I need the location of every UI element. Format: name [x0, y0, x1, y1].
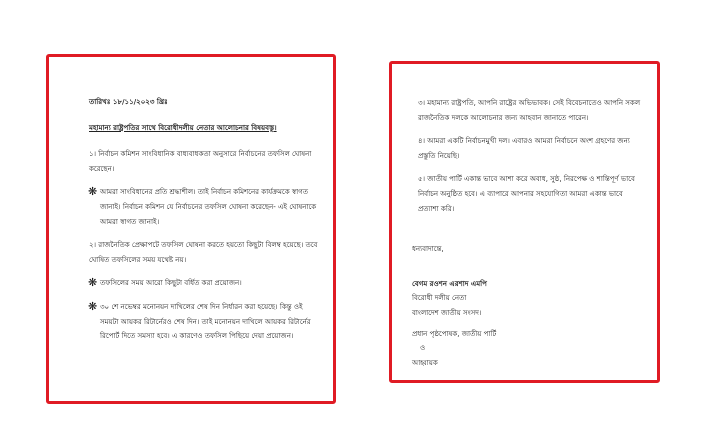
letter-date: তারিখঃ ১৮/১১/২০২৩ খ্রিঃ	[89, 98, 168, 106]
point-3: ৩। মহামান্য রাষ্ট্রপতি, আপনি রাষ্ট্রের অভিভাবক। সেই বিবেচনাতেও আপনি সকল রাজনৈতিক দলকে আলোচনার জন্য আহবান জানাতে পারেন।	[418, 99, 641, 122]
signer-title: বিরোধী দলীয় নেতা	[412, 294, 467, 303]
letter-body-right	[412, 96, 642, 370]
signer-role-block	[412, 327, 642, 371]
asterisk-bullet-icon: ❋	[88, 185, 98, 199]
asterisk-bullet-icon: ❋	[88, 299, 98, 313]
bullet-point	[89, 276, 319, 291]
signer-role: প্রধান পৃষ্ঠপোষক, জাতীয় পার্টি	[412, 329, 497, 338]
point-1	[89, 147, 319, 176]
asterisk-bullet-icon: ❋	[88, 276, 98, 290]
signer-conjunction: ও	[420, 344, 426, 353]
point-2	[89, 238, 319, 267]
bullet-text: ৩০ শে নভেম্বর মনোনয়ন দাখিলের শেষ দিন নির্ধারন করা হয়েছে। কিন্তু ওই সময়টা আয়কর রিটার্নেরও শেষ দিন। তাই মনোনয়ন দাখিলে আয়কর রিটার্নের রিপোর্ট দিতে সমস্যা হবে। এ কারণেও তফসিল পিছিয়ে দেয়া প্রয়োজন।	[100, 302, 311, 341]
signature-block	[412, 277, 642, 321]
letter-subject: মহামান্য রাষ্ট্রপতির সাথে বিরোধীদলীয় নেতার আলোচনার বিষয়বস্তু।	[89, 123, 277, 132]
bullet-text: আমরা সাংবিধানের প্রতি শ্রদ্ধাশীল। তাই নির্বাচন কমিশনের কার্যক্রমকে স্বাগত জানাই। নির্বাচন কমিশন যে নির্বাচনের তফসিল ঘোষনা করেছেন- এই ঘোষনাকে আমরা স্বাগত জানাই।	[100, 188, 317, 226]
bullet-point	[89, 300, 319, 344]
bullet-text: তফসিলের সময় আরো কিছুটা বর্ধিত করা প্রয়োজন।	[100, 279, 242, 288]
bullet-point	[89, 185, 319, 229]
signer-name: বেগম রওশন এরশাদ এমপি	[412, 279, 487, 288]
point-4: ৪। আমরা একটি নির্বাচনমুখী দল। এবারও আমরা নির্বাচনে অংশ গ্রহণের জন্য প্রস্তুতি নিয়েছি।	[418, 137, 630, 160]
letter-body-left	[89, 95, 319, 353]
closing-line: ধন্যবাদান্তে,	[412, 245, 444, 254]
document-page-left	[46, 54, 336, 404]
signer-role: আহ্বায়ক	[412, 358, 438, 367]
point-2-text: ২। রাজনৈতিক প্রেক্ষাপটে তফসিল ঘোষনা করতে হয়তো কিছুটা বিলম্ব হয়েছে। তবে ঘোষিত তফসিলের সময় যথেষ্ট নয়।	[89, 241, 318, 264]
signer-title: বাংলাদেশ জাতীয় সংসদ।	[412, 308, 482, 317]
document-page-right	[389, 61, 660, 383]
point-1-text: ১। নির্বাচন কমিশন সাংবিধানিক বাধ্যবাধকতা অনুসারে নির্বাচনের তফসিল ঘোষনা করেছেন।	[89, 150, 312, 173]
point-5: ৫। জাতীয় পার্টি একান্ত ভাবে আশা করে অবাধ, সুষ্ঠ, নিরপেক্ষ ও শান্তিপূর্ণ ভাবে নির্বাচন অনুষ্ঠিত হবে। এ ব্যাপারে আপনার সহযোগিতা আমরা একান্ত ভাবে প্রত্যাশা করি।	[418, 175, 635, 213]
